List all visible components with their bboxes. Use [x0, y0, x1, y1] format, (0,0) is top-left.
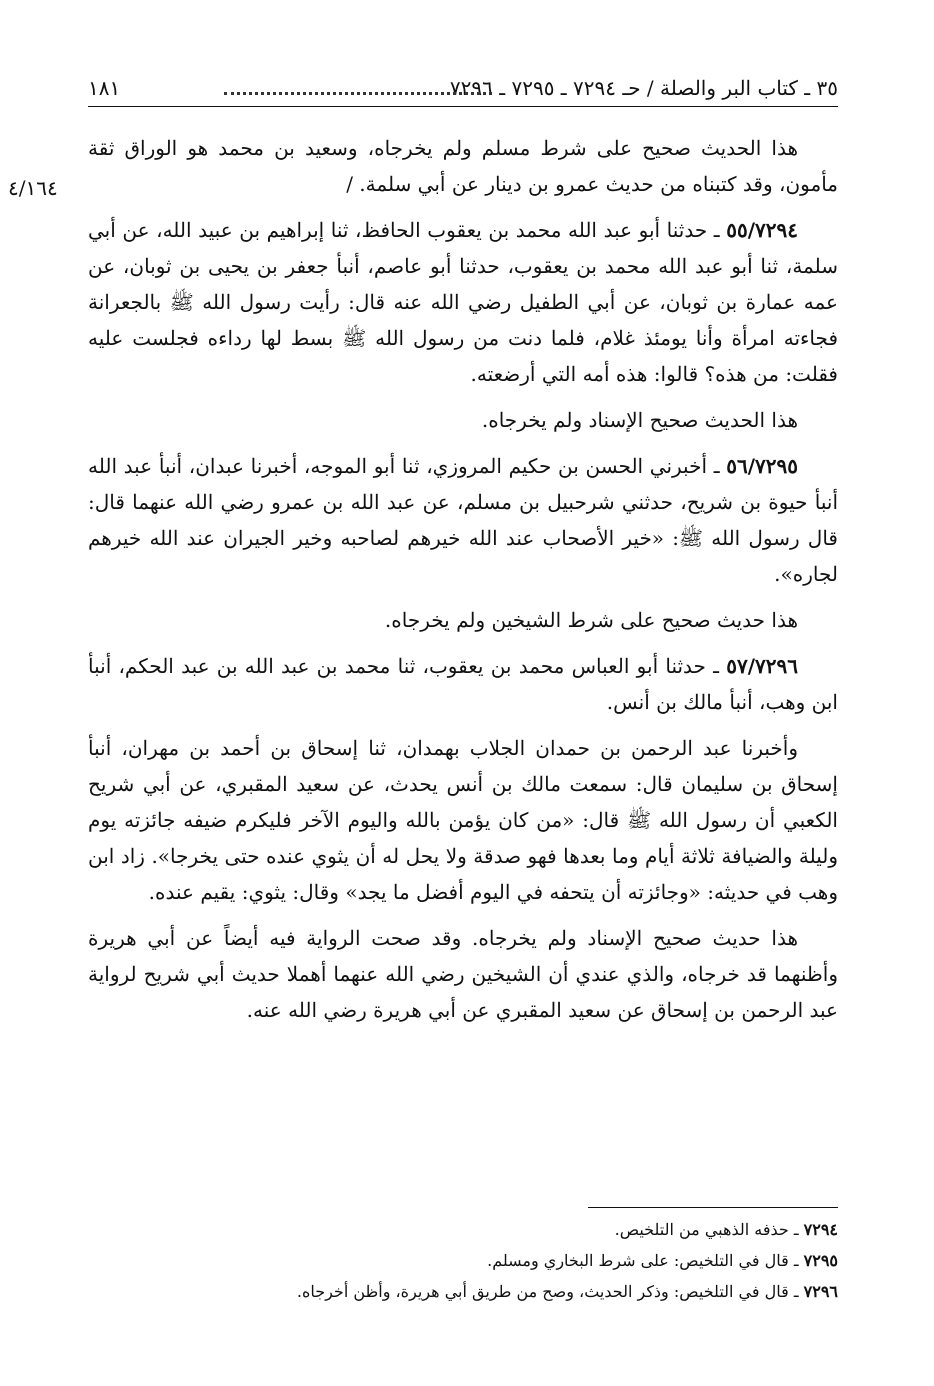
paragraph-text: هذا حديث صحيح الإسناد ولم يخرجاه. وقد صحت الرواية فيه أيضاً عن أبي هريرة وأظنهما قد خرجاه، والذي عندي أن الشيخين رضي الله عنهما أهملا حديث أبي شريح لرواية عبد الرحمن بن إسحاق عن سعيد المقبري عن أبي هريرة رضي الله عنه. — [88, 926, 838, 1022]
page-number: ١٨١ — [88, 76, 121, 100]
hadith-text: ـ أخبرني الحسن بن حكيم المروزي، ثنا أبو الموجه، أخبرنا عبدان، أنبأ عبد الله أنبأ حيوة بن شريح، حدثني شرحبيل بن مسلم، عن عبد الله بن عمرو رضي الله عنهما قال: قال رسول الله ﷺ: «خير الأصحاب عند الله خيرهم لصاحبه وخير الجيران عند الله خيرهم لجاره». — [88, 454, 838, 586]
main-text — [88, 130, 838, 1038]
running-title: ٣٥ ـ كتاب البر والصلة / حـ ٧٢٩٤ ـ ٧٢٩٥ ـ ٧٢٩٦ — [449, 76, 838, 100]
hadith-7296-second-chain — [88, 730, 838, 910]
paragraph-grading-7293 — [88, 130, 838, 202]
paragraph-text: هذا الحديث صحيح الإسناد ولم يخرجاه. — [481, 408, 798, 432]
paragraph-grading-7294 — [88, 402, 838, 438]
hadith-number: ٥٥/٧٢٩٤ — [726, 218, 798, 242]
hadith-text: ـ حدثنا أبو العباس محمد بن يعقوب، ثنا محمد بن عبد الله بن عبد الحكم، أنبأ ابن وهب، أنبأ مالك بن أنس. — [88, 654, 838, 714]
footnote-7296 — [88, 1276, 838, 1307]
leader-dots — [224, 92, 492, 95]
marginal-reference: ٤/١٦٤ — [8, 176, 58, 200]
footnote-7294 — [88, 1214, 838, 1245]
footnote-number: ٧٢٩٥ — [803, 1251, 838, 1270]
hadith-text: ـ حدثنا أبو عبد الله محمد بن يعقوب الحافظ، ثنا إبراهيم بن عبيد الله، عن أبي سلمة، ثنا أبو عبد الله محمد بن يعقوب، حدثنا أبو عاصم، أنبأ جعفر بن يحيى بن ثوبان، عن عمه عمارة بن ثوبان، عن أبي الطفيل رضي الله عنه قال: رأيت رسول الله ﷺ بالجعرانة فجاءته امرأة وأنا يومئذ غلام، فلما دنت من رسول الله ﷺ بسط لها رداءه فجلست عليه فقلت: من هذه؟ قالوا: هذه أمه التي أرضعته. — [88, 218, 838, 386]
footnote-number: ٧٢٩٤ — [803, 1220, 838, 1239]
hadith-7296 — [88, 648, 838, 720]
paragraph-grading-7295 — [88, 602, 838, 638]
footnote-text: ـ حذفه الذهبي من التلخيص. — [614, 1220, 804, 1239]
page-header — [88, 76, 838, 107]
paragraph-text: وأخبرنا عبد الرحمن بن حمدان الجلاب بهمدان، ثنا إسحاق بن أحمد بن مهران، أنبأ إسحاق بن سليمان قال: سمعت مالك بن أنس يحدث، عن سعيد المقبري، عن أبي شريح الكعبي أن رسول الله ﷺ قال: «من كان يؤمن بالله واليوم الآخر فليكرم ضيفه جائزته يوم وليلة والضيافة ثلاثة أيام وما بعدها فهو صدقة ولا يحل له أن يثوي عنده حتى يخرجا». زاد ابن وهب في حديثه: «وجائزته أن يتحفه في اليوم أفضل ما يجد» وقال: يثوي: يقيم عنده. — [88, 736, 839, 904]
footnote-text: ـ قال في التلخيص: وذكر الحديث، وصح من طريق أبي هريرة، وأظن أخرجاه. — [296, 1282, 804, 1301]
paragraph-grading-7296 — [88, 920, 838, 1028]
footnote-number: ٧٢٩٦ — [803, 1282, 838, 1301]
footnote-text: ـ قال في التلخيص: على شرط البخاري ومسلم. — [487, 1251, 804, 1270]
paragraph-text: هذا الحديث صحيح على شرط مسلم ولم يخرجاه، وسعيد بن محمد هو الوراق ثقة مأمون، وقد كتبناه من حديث عمرو بن دينار عن أبي سلمة. / — [88, 136, 838, 196]
footnote-separator — [588, 1207, 838, 1208]
paragraph-text: هذا حديث صحيح على شرط الشيخين ولم يخرجاه. — [384, 608, 798, 632]
hadith-7294 — [88, 212, 838, 392]
footnote-7295 — [88, 1245, 838, 1276]
hadith-7295 — [88, 448, 838, 592]
footnotes — [88, 1214, 838, 1307]
hadith-number: ٥٧/٧٢٩٦ — [726, 654, 798, 678]
hadith-number: ٥٦/٧٢٩٥ — [726, 454, 798, 478]
